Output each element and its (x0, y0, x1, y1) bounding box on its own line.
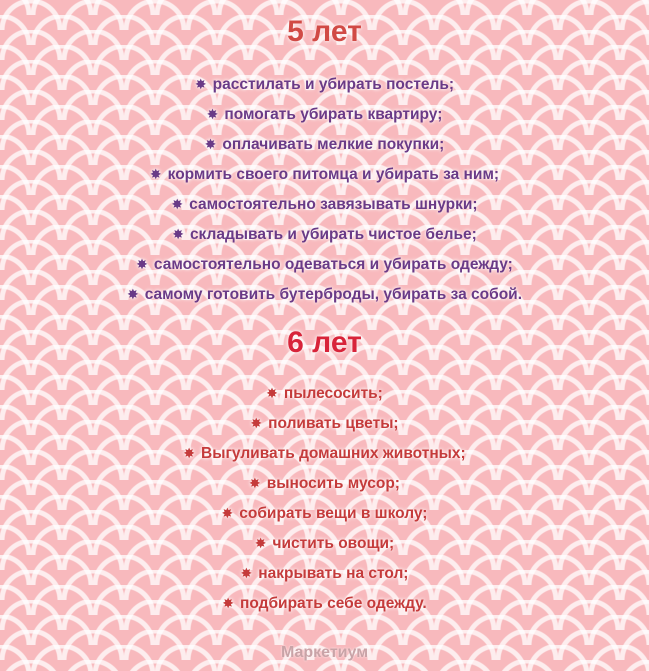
list-item (0, 189, 649, 219)
list-item (0, 468, 649, 498)
list-item (0, 159, 649, 189)
chore-text: пылесосить; (283, 385, 383, 402)
list-item (0, 219, 649, 249)
chore-text: самостоятельно одеваться и убирать одежду; (153, 256, 513, 273)
chore-text: собирать вещи в школу; (239, 505, 428, 522)
asterisk-bullet-icon: ✸ (126, 286, 139, 302)
watermark: Маркетиум (280, 644, 369, 661)
asterisk-bullet-icon: ✸ (204, 136, 217, 152)
asterisk-bullet-icon: ✸ (183, 445, 196, 461)
chore-text: накрывать на стол; (258, 565, 409, 582)
asterisk-bullet-icon: ✸ (136, 256, 148, 272)
section-title-5: 5 лет (287, 15, 362, 48)
asterisk-bullet-icon: ✸ (222, 595, 234, 611)
section-title-6: 6 лет (287, 326, 362, 359)
asterisk-bullet-icon: ✸ (172, 226, 184, 242)
chore-text: поливать цветы; (268, 415, 399, 432)
chore-text: самостоятельно завязывать шнурки; (189, 196, 478, 213)
chore-text: выносить мусор; (266, 475, 400, 492)
list-item (0, 408, 649, 438)
list-item (0, 438, 649, 468)
chores-list-6 (0, 378, 649, 618)
chore-text: кормить своего питомца и убирать за ним; (167, 166, 500, 183)
list-item (0, 279, 649, 309)
chore-text: самому готовить бутерброды, убирать за собой. (144, 286, 523, 303)
asterisk-bullet-icon: ✸ (240, 565, 253, 581)
asterisk-bullet-icon: ✸ (171, 196, 184, 212)
asterisk-bullet-icon: ✸ (254, 535, 267, 551)
asterisk-bullet-icon: ✸ (149, 166, 162, 182)
asterisk-bullet-icon: ✸ (221, 505, 234, 521)
asterisk-bullet-icon: ✸ (206, 106, 219, 122)
list-item (0, 129, 649, 159)
chore-text: подбирать себе одежду. (240, 595, 427, 612)
asterisk-bullet-icon: ✸ (249, 475, 261, 491)
asterisk-bullet-icon: ✸ (250, 415, 263, 431)
chore-text: чистить овощи; (272, 535, 395, 552)
chore-text: помогать убирать квартиру; (224, 106, 443, 123)
list-item (0, 528, 649, 558)
chores-list-5 (0, 69, 649, 309)
chore-text: оплачивать мелкие покупки; (222, 136, 445, 153)
asterisk-bullet-icon: ✸ (194, 76, 207, 92)
list-item (0, 378, 649, 408)
asterisk-bullet-icon: ✸ (266, 385, 278, 401)
chore-text: складывать и убирать чистое белье; (189, 226, 477, 243)
list-item (0, 99, 649, 129)
list-item (0, 69, 649, 99)
list-item (0, 498, 649, 528)
list-item (0, 558, 649, 588)
chore-text: расстилать и убирать постель; (212, 76, 455, 93)
chore-text: Выгуливать домашних животных; (201, 445, 466, 462)
list-item (0, 249, 649, 279)
list-item (0, 588, 649, 618)
